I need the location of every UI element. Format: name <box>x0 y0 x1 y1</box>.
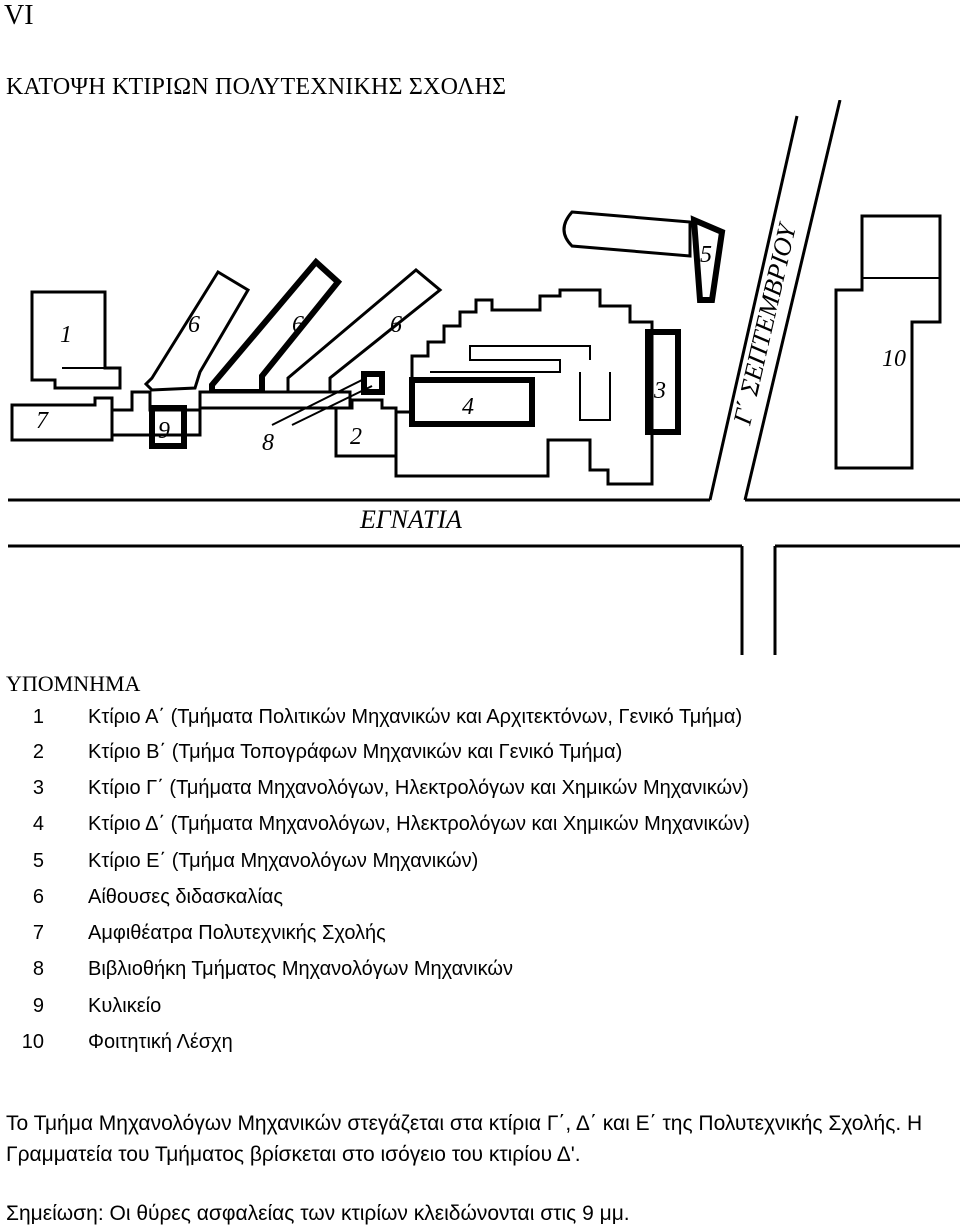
legend-text: Βιβλιοθήκη Τμήματος Μηχανολόγων Μηχανικών <box>88 958 513 980</box>
legend-text: Φοιτητική Λέσχη <box>88 1031 233 1053</box>
legend-number: 1 <box>32 706 44 728</box>
legend-number: 8 <box>32 958 44 980</box>
page-number: VI <box>4 0 34 31</box>
building-8-marker <box>364 374 382 392</box>
legend-number: 9 <box>32 995 44 1017</box>
label-7: 7 <box>36 408 48 434</box>
page-title: ΚΑΤΟΨΗ ΚΤΙΡΙΩΝ ΠΟΛΥΤΕΧΝΙΚΗΣ ΣΧΟΛΗΣ <box>6 74 507 100</box>
building-1 <box>32 292 120 388</box>
legend-number: 10 <box>21 1031 44 1053</box>
building-10 <box>836 216 940 468</box>
label-9: 9 <box>158 418 170 444</box>
label-6a: 6 <box>188 312 200 338</box>
legend-text: Αμφιθέατρα Πολυτεχνικής Σχολής <box>88 922 386 944</box>
building-5-annex <box>564 212 690 256</box>
department-note: Το Τμήμα Μηχανολόγων Μηχανικών στεγάζεται στα κτίρια Γ΄, Δ΄ και Ε΄ της Πολυτεχνικής Σχολής. Η Γραμματεία του Τμήματος βρίσκεται στο ισόγειο του κτιρίου Δ'. <box>6 1112 923 1166</box>
legend-text: Κτίριο Ε΄ (Τμήμα Μηχανολόγων Μηχανικών) <box>88 850 479 872</box>
label-6b: 6 <box>292 312 304 338</box>
legend-text: Κτίριο Γ΄ (Τμήματα Μηχανολόγων, Ηλεκτρολόγων και Χημικών Μηχανικών) <box>88 777 749 799</box>
label-10: 10 <box>882 346 906 372</box>
label-6c: 6 <box>390 312 402 338</box>
label-5: 5 <box>700 242 712 268</box>
legend-number: 4 <box>32 813 44 835</box>
building-4-complex <box>396 290 652 484</box>
legend-text: Αίθουσες διδασκαλίας <box>88 886 283 908</box>
legend-title: ΥΠΟΜΝΗΜΑ <box>6 671 141 696</box>
legend-number: 6 <box>32 886 44 908</box>
legend-text: Κτίριο Α΄ (Τμήματα Πολιτικών Μηχανικών και Αρχιτεκτόνων, Γενικό Τμήμα) <box>88 706 743 728</box>
street-septemvriou: Γ΄ ΣΕΠΤΕΜΒΡΙΟΥ <box>727 221 802 428</box>
legend-text: Κτίριο Β΄ (Τμήμα Τοπογράφων Μηχανικών και Γενικό Τμήμα) <box>88 741 623 763</box>
legend-number: 7 <box>32 922 44 944</box>
campus-map <box>0 100 960 660</box>
building-7 <box>12 398 112 440</box>
footnote: Σημείωση: Οι θύρες ασφαλείας των κτιρίων κλειδώνονται στις 9 μμ. <box>6 1202 630 1225</box>
label-1: 1 <box>60 322 72 348</box>
building-2 <box>336 400 396 456</box>
label-8: 8 <box>262 430 274 456</box>
legend-text: Κτίριο Δ΄ (Τμήματα Μηχανολόγων, Ηλεκτρολόγων και Χημικών Μηχανικών) <box>88 813 750 835</box>
street-egnatia: ΕΓΝΑΤΙΑ <box>360 505 462 534</box>
legend-number: 3 <box>32 777 44 799</box>
legend-number: 2 <box>32 741 44 763</box>
legend-text: Κυλικείο <box>88 995 162 1017</box>
legend-number: 5 <box>32 850 44 872</box>
label-2: 2 <box>350 424 362 450</box>
label-4: 4 <box>462 394 474 420</box>
connector-row <box>200 392 350 408</box>
label-3: 3 <box>654 378 666 404</box>
